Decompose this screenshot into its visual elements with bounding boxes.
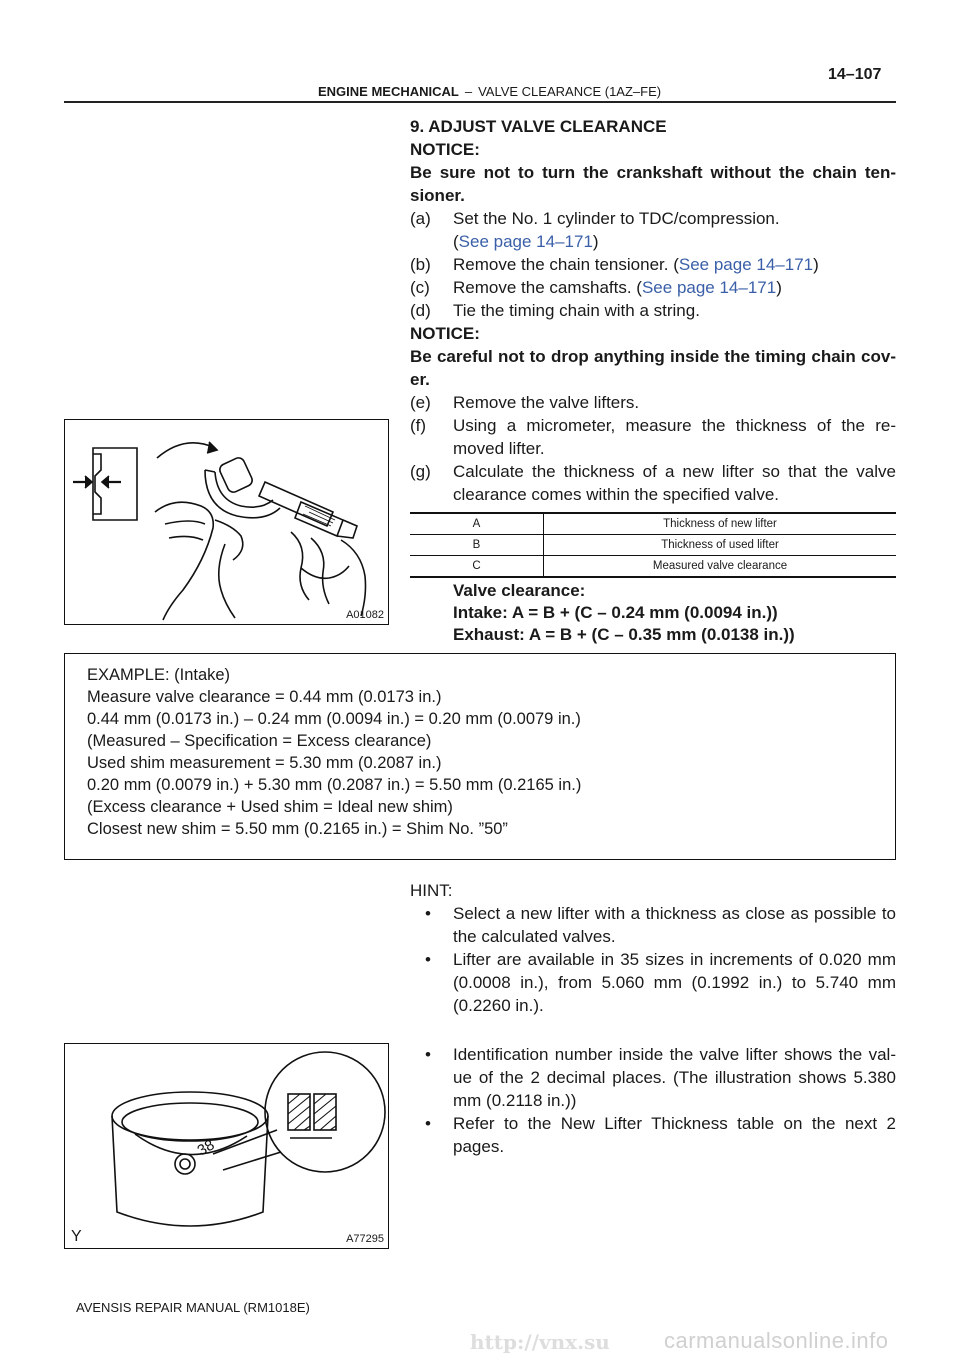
valve-clearance-intake: Intake: A = B + (C – 0.24 mm (0.0094 in.)) [453,603,778,622]
substep-e: (e) Remove the valve lifters. [410,393,640,412]
example-line: Measure valve clearance = 0.44 mm (0.0173 in.) [87,688,442,706]
step-heading: 9. ADJUST VALVE CLEARANCE [410,117,667,136]
notice2-text: Be careful not to drop anything inside the timing chain cov- er. [410,347,896,389]
header-separator: – [464,84,473,99]
valve-clearance-spec [453,580,795,646]
figure-corner-mark: Y [71,1228,82,1245]
table-row: C Measured valve clearance [410,556,896,578]
hint-label: HINT: [410,881,453,900]
watermark-site[interactable]: carmanualsonline.info [664,1328,889,1353]
table-row: A Thickness of new lifter [410,513,896,535]
hint-section-2 [410,1043,896,1158]
substep-d: (d) Tie the timing chain with a string. [410,301,700,320]
example-line: 0.44 mm (0.0173 in.) – 0.24 mm (0.0094 in.) = 0.20 mm (0.0079 in.) [87,710,581,728]
table-row: B Thickness of used lifter [410,535,896,556]
notice-label: NOTICE: [410,140,480,159]
hint-bullet: • Refer to the New Lifter Thickness table on the next 2 pages. [425,1114,896,1156]
example-box [64,653,896,860]
substep-f: (f) Using a micrometer, measure the thickness of the re- moved lifter. [410,416,896,458]
hint-bullet: • Select a new lifter with a thickness as close as possible to the calculated valves. [425,904,896,946]
hint-bullet: • Identification number inside the valve lifter shows the val- ue of the 2 decimal places. (The illustration shows 5.380 mm (0.2118 in.)) [425,1045,896,1110]
link-page-14-171-b[interactable]: See page 14–171 [678,255,814,274]
substep-a: (a) Set the No. 1 cylinder to TDC/compression. (See page 14–171) [410,209,780,251]
link-page-14-171-a[interactable]: See page 14–171 [458,232,593,251]
example-line: (Measured – Specification = Excess clearance) [87,732,432,750]
spec-table-wrap [410,512,896,578]
lifter-stamp-number: 38 [194,1136,218,1160]
lifter-illustration [65,1044,388,1248]
example-line: EXAMPLE: (Intake) [87,666,231,684]
link-page-14-171-c[interactable]: See page 14–171 [641,278,777,297]
substep-b: (b) Remove the chain tensioner. (See page 14–171) [410,255,819,274]
micrometer-illustration [65,420,388,624]
example-line: Used shim measurement = 5.30 mm (0.2087 in.) [87,754,442,772]
footer-manual: AVENSIS REPAIR MANUAL (RM1018E) [76,1300,310,1315]
lifter-figure [64,1043,389,1249]
notice2-label: NOTICE: [410,324,480,343]
page-header [318,84,661,99]
hint-section [410,879,896,1017]
valve-clearance-exhaust: Exhaust: A = B + (C – 0.35 mm (0.0138 in.)) [453,625,795,644]
example-line: 0.20 mm (0.0079 in.) + 5.30 mm (0.2087 in.) = 5.50 mm (0.2165 in.) [87,776,582,794]
header-section: ENGINE MECHANICAL [318,84,459,99]
substep-c: (c) Remove the camshafts. (See page 14–171) [410,278,782,297]
figure-code: A01082 [346,609,384,621]
example-line: Closest new shim = 5.50 mm (0.2165 in.) = Shim No. ”50” [87,820,508,838]
header-subsection: VALVE CLEARANCE (1AZ–FE) [478,84,662,99]
spec-table [410,512,896,578]
notice-text: Be sure not to turn the crankshaft without the chain ten- sioner. [410,163,896,205]
substep-g: (g) Calculate the thickness of a new lifter so that the valve clearance comes within the specified valve. [410,462,896,504]
valve-clearance-label: Valve clearance: [453,581,586,600]
figure-code: A77295 [346,1233,384,1245]
hint-bullet: • Lifter are available in 35 sizes in increments of 0.020 mm (0.0008 in.), from 5.060 mm (0.1992 in.) to 5.740 mm (0.2260 in.). [425,950,896,1015]
micrometer-figure [64,419,389,625]
page-number: 14–107 [828,66,882,83]
example-line: (Excess clearance + Used shim = Ideal new shim) [87,798,453,816]
header-rule [64,101,896,103]
step-body [410,115,896,506]
watermark-url[interactable]: http://vnx.su [470,1330,610,1354]
